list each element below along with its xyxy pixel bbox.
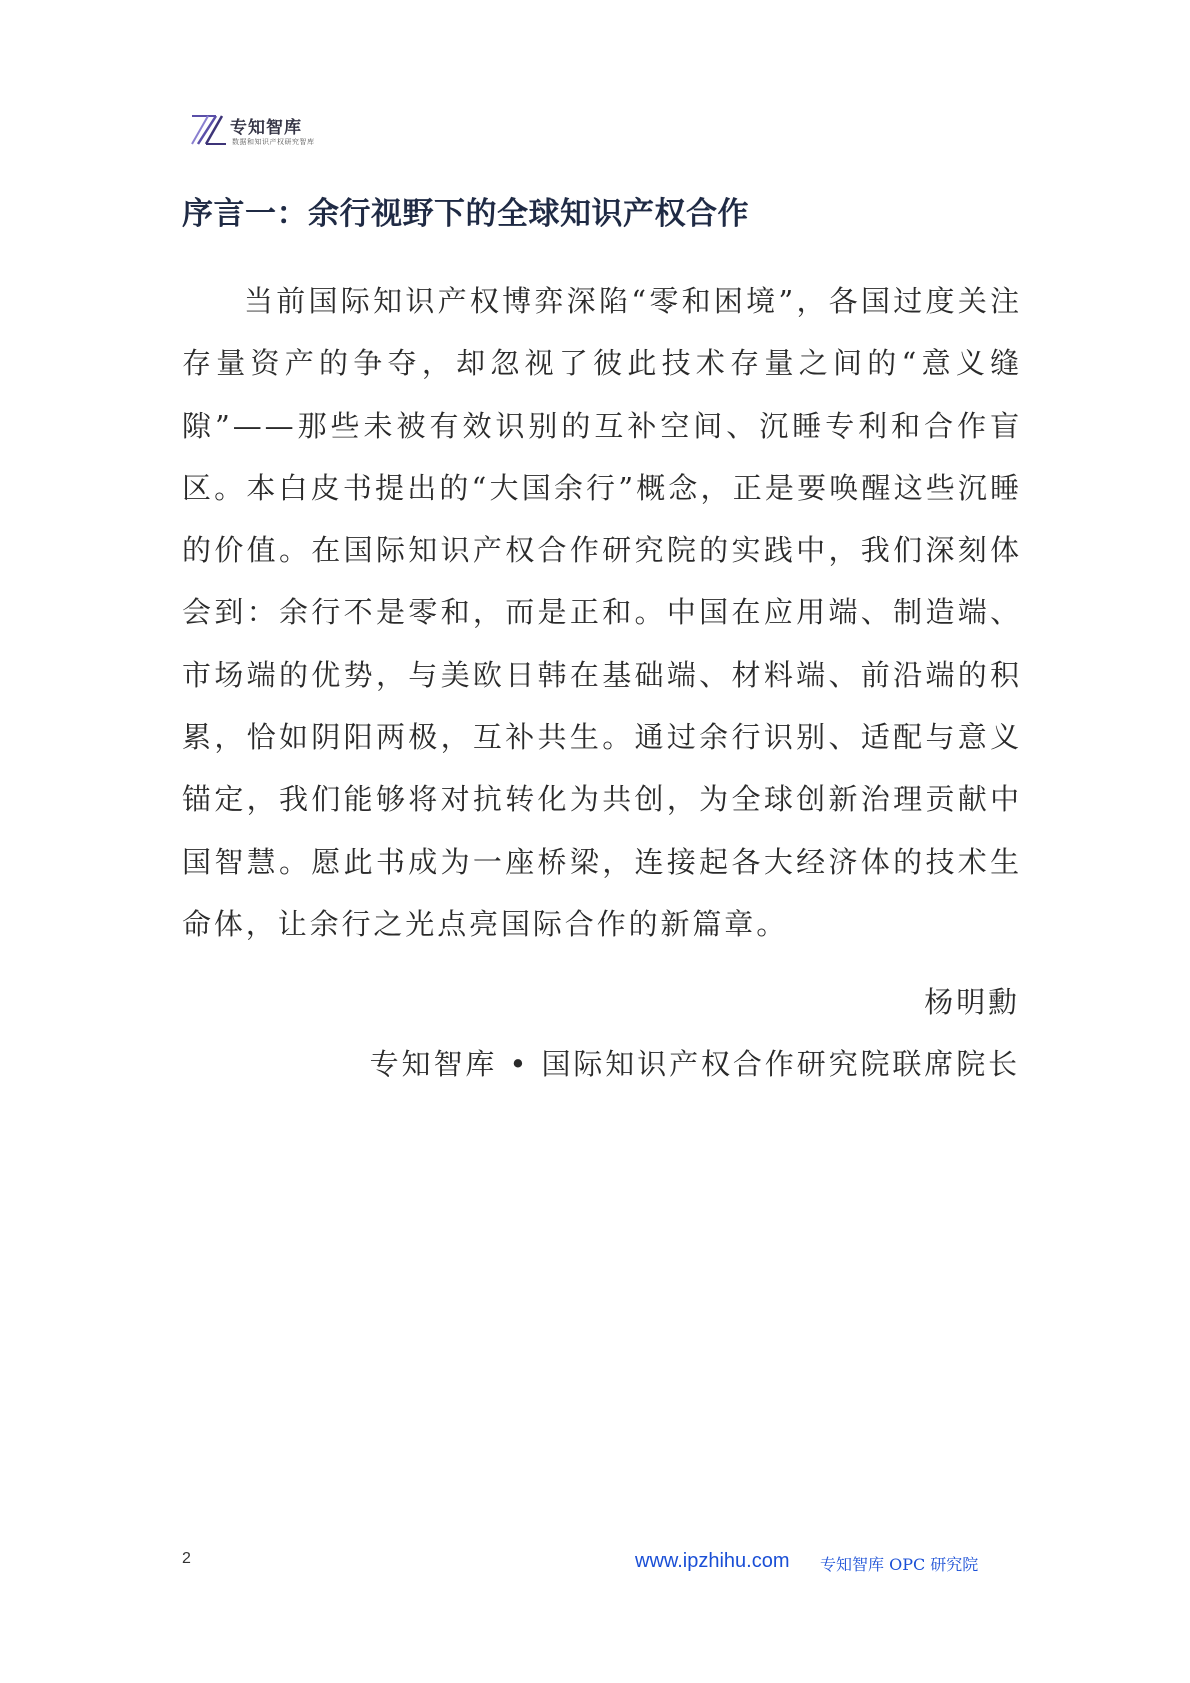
- page-number: 2: [182, 1550, 191, 1567]
- logo-name: 专知智库: [230, 118, 302, 138]
- page-title: 序言一：余行视野下的全球知识产权合作: [182, 196, 749, 232]
- signature-name: 杨明勳: [924, 985, 1020, 1019]
- footer-organization: 专知智库 OPC 研究院: [820, 1555, 979, 1574]
- logo-subtitle: 数据和知识产权研究智库: [232, 138, 315, 146]
- signature-affiliation: 专知智库 • 国际知识产权合作研究院联席院长: [369, 1047, 1020, 1081]
- zl-logo-icon: [190, 112, 226, 146]
- footer-website-link[interactable]: www.ipzhihu.com: [635, 1550, 790, 1572]
- header-logo: [190, 110, 350, 150]
- body-paragraph: 当前国际知识产权博弈深陷“零和困境”，各国过度关注存量资产的争夺，却忽视了彼此技术存量之间的“意义缝隙”——那些未被有效识别的互补空间、沉睡专利和合作盲区。本白皮书提出的“大国余行”概念，正是要唤醒这些沉睡的价值。在国际知识产权合作研究院的实践中，我们深刻体会到：余行不是零和，而是正和。中国在应用端、制造端、市场端的优势，与美欧日韩在基础端、材料端、前沿端的积累，恰如阴阳两极，互补共生。通过余行识别、适配与意义锚定，我们能够将对抗转化为共创，为全球创新治理贡献中国智慧。愿此书成为一座桥梁，连接起各大经济体的技术生命体，让余行之光点亮国际合作的新篇章。: [182, 284, 1022, 941]
